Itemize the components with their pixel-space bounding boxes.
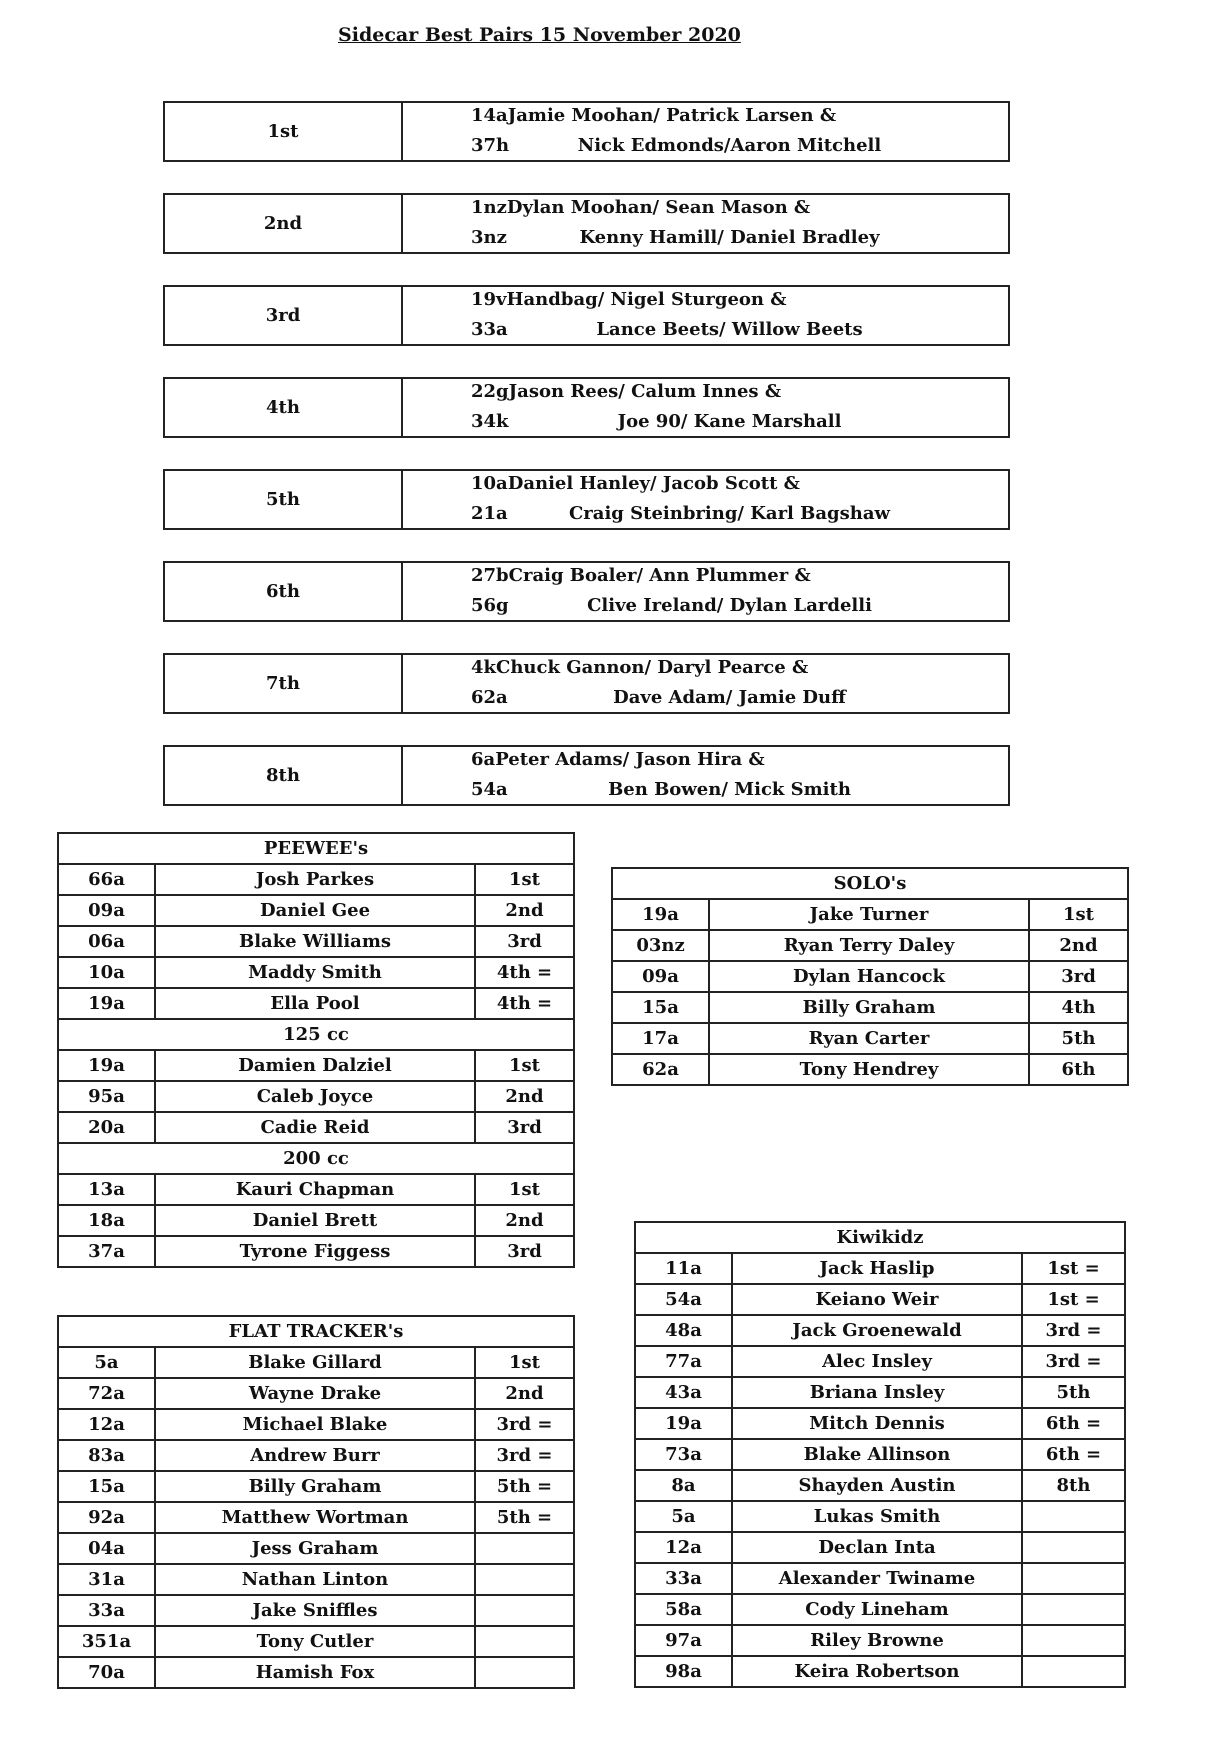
rider-position: 2nd bbox=[475, 1081, 574, 1112]
rider-number: 98a bbox=[635, 1656, 732, 1687]
rider-position: 6th bbox=[1029, 1054, 1128, 1085]
rider-name: Cadie Reid bbox=[155, 1112, 475, 1143]
pair-number-2: 3nz bbox=[471, 227, 507, 248]
rider-position: 3rd = bbox=[1022, 1315, 1125, 1346]
pair-names-2: Craig Steinbring/ Karl Bagshaw bbox=[568, 503, 890, 524]
rider-position: 3rd bbox=[475, 1236, 574, 1267]
rider-number: 92a bbox=[58, 1502, 155, 1533]
table-heading: FLAT TRACKER's bbox=[58, 1316, 574, 1347]
rider-name: Jake Turner bbox=[709, 899, 1029, 930]
rider-number: 04a bbox=[58, 1533, 155, 1564]
rider-position: 1st bbox=[475, 864, 574, 895]
rider-number: 19a bbox=[58, 988, 155, 1019]
table-row bbox=[612, 899, 1128, 930]
class-125cc-heading-row bbox=[58, 1019, 574, 1050]
table-row bbox=[58, 1657, 574, 1688]
pair-place: 2nd bbox=[165, 195, 403, 252]
pair-place: 6th bbox=[165, 563, 403, 620]
table-row bbox=[612, 961, 1128, 992]
rider-position bbox=[1022, 1594, 1125, 1625]
pair-line-1 bbox=[471, 197, 810, 218]
table-row bbox=[635, 1315, 1125, 1346]
rider-position: 2nd bbox=[1029, 930, 1128, 961]
sidecar-pair-row bbox=[163, 469, 1010, 530]
pair-number-2: 33a bbox=[471, 319, 508, 340]
rider-name: Billy Graham bbox=[709, 992, 1029, 1023]
pair-number-1: 4k bbox=[471, 657, 496, 678]
rider-name: Daniel Brett bbox=[155, 1205, 475, 1236]
table-row bbox=[58, 1378, 574, 1409]
rider-number: 54a bbox=[635, 1284, 732, 1315]
rider-name: Briana Insley bbox=[732, 1377, 1022, 1408]
pair-line-1 bbox=[471, 105, 836, 126]
pair-place: 3rd bbox=[165, 287, 403, 344]
pair-line-1 bbox=[471, 381, 781, 402]
table-row bbox=[612, 1054, 1128, 1085]
table-row bbox=[635, 1656, 1125, 1687]
rider-number: 37a bbox=[58, 1236, 155, 1267]
class-200cc-heading-row bbox=[58, 1143, 574, 1174]
rider-number: 18a bbox=[58, 1205, 155, 1236]
table-row bbox=[635, 1470, 1125, 1501]
pair-line-1 bbox=[471, 565, 811, 586]
table-row bbox=[635, 1408, 1125, 1439]
rider-number: 5a bbox=[635, 1501, 732, 1532]
table-row bbox=[612, 992, 1128, 1023]
pair-names-1: Dylan Moohan/ Sean Mason & bbox=[506, 197, 811, 218]
rider-position: 3rd bbox=[475, 926, 574, 957]
pair-number-1: 22g bbox=[471, 381, 509, 402]
table-row bbox=[635, 1532, 1125, 1563]
rider-name: Ryan Carter bbox=[709, 1023, 1029, 1054]
rider-name: Jess Graham bbox=[155, 1533, 475, 1564]
pair-number-2: 56g bbox=[471, 595, 509, 616]
rider-number: 19a bbox=[635, 1408, 732, 1439]
rider-name: Tony Cutler bbox=[155, 1626, 475, 1657]
pair-line-1 bbox=[471, 749, 765, 770]
rider-position bbox=[475, 1595, 574, 1626]
pair-names-2: Lance Beets/ Willow Beets bbox=[596, 319, 863, 340]
table-row bbox=[58, 1564, 574, 1595]
rider-number: 09a bbox=[58, 895, 155, 926]
table-row bbox=[58, 1205, 574, 1236]
pair-names-1: Craig Boaler/ Ann Plummer & bbox=[508, 565, 811, 586]
rider-position: 5th = bbox=[475, 1471, 574, 1502]
pair-line-1 bbox=[471, 289, 787, 310]
rider-number: 72a bbox=[58, 1378, 155, 1409]
rider-number: 19a bbox=[58, 1050, 155, 1081]
rider-position: 1st = bbox=[1022, 1253, 1125, 1284]
table-heading: PEEWEE's bbox=[58, 833, 574, 864]
rider-number: 10a bbox=[58, 957, 155, 988]
pair-number-1: 1nz bbox=[471, 197, 507, 218]
rider-name: Shayden Austin bbox=[732, 1470, 1022, 1501]
table-row bbox=[58, 1050, 574, 1081]
table-heading: SOLO's bbox=[612, 868, 1128, 899]
pair-names-2: Joe 90/ Kane Marshall bbox=[617, 411, 842, 432]
rider-position: 1st = bbox=[1022, 1284, 1125, 1315]
rider-number: 5a bbox=[58, 1347, 155, 1378]
rider-number: 58a bbox=[635, 1594, 732, 1625]
rider-number: 06a bbox=[58, 926, 155, 957]
page-title: Sidecar Best Pairs 15 November 2020 bbox=[338, 24, 741, 46]
rider-number: 12a bbox=[635, 1532, 732, 1563]
rider-position: 4th = bbox=[475, 988, 574, 1019]
flat-heading-row bbox=[58, 1316, 574, 1347]
rider-number: 20a bbox=[58, 1112, 155, 1143]
rider-position: 5th bbox=[1029, 1023, 1128, 1054]
pair-names-2: Dave Adam/ Jamie Duff bbox=[613, 687, 846, 708]
rider-name: Alexander Twiname bbox=[732, 1563, 1022, 1594]
table-row bbox=[58, 864, 574, 895]
sidecar-pairs-list bbox=[163, 101, 1010, 837]
flat-tracker-results-table bbox=[57, 1315, 575, 1689]
table-row bbox=[58, 1595, 574, 1626]
table-row bbox=[58, 1502, 574, 1533]
sidecar-pair-row bbox=[163, 193, 1010, 254]
rider-name: Dylan Hancock bbox=[709, 961, 1029, 992]
pair-names-1: Daniel Hanley/ Jacob Scott & bbox=[507, 473, 800, 494]
kiwikidz-heading-row bbox=[635, 1222, 1125, 1253]
rider-position bbox=[475, 1564, 574, 1595]
rider-name: Keiano Weir bbox=[732, 1284, 1022, 1315]
rider-number: 12a bbox=[58, 1409, 155, 1440]
rider-name: Caleb Joyce bbox=[155, 1081, 475, 1112]
pair-number-1: 14a bbox=[471, 105, 508, 126]
pair-place: 1st bbox=[165, 103, 403, 160]
rider-name: Matthew Wortman bbox=[155, 1502, 475, 1533]
table-row bbox=[612, 930, 1128, 961]
rider-position bbox=[1022, 1625, 1125, 1656]
rider-number: 15a bbox=[612, 992, 709, 1023]
table-row bbox=[612, 1023, 1128, 1054]
pair-number-2: 62a bbox=[471, 687, 508, 708]
rider-name: Andrew Burr bbox=[155, 1440, 475, 1471]
rider-number: 19a bbox=[612, 899, 709, 930]
sidecar-pair-row bbox=[163, 653, 1010, 714]
rider-number: 97a bbox=[635, 1625, 732, 1656]
rider-position bbox=[1022, 1532, 1125, 1563]
rider-position: 3rd = bbox=[1022, 1346, 1125, 1377]
table-row bbox=[58, 895, 574, 926]
rider-position: 1st bbox=[1029, 899, 1128, 930]
rider-number: 33a bbox=[635, 1563, 732, 1594]
rider-number: 83a bbox=[58, 1440, 155, 1471]
pair-names-2: Ben Bowen/ Mick Smith bbox=[608, 779, 851, 800]
sidecar-pair-row bbox=[163, 377, 1010, 438]
table-heading: 125 cc bbox=[58, 1019, 574, 1050]
rider-number: 13a bbox=[58, 1174, 155, 1205]
table-row bbox=[635, 1563, 1125, 1594]
rider-position: 1st bbox=[475, 1174, 574, 1205]
solo-results-table bbox=[611, 867, 1129, 1086]
rider-name: Jake Sniffles bbox=[155, 1595, 475, 1626]
rider-name: Jack Groenewald bbox=[732, 1315, 1022, 1346]
table-row bbox=[635, 1346, 1125, 1377]
pair-number-2: 37h bbox=[471, 135, 510, 156]
table-row bbox=[58, 1347, 574, 1378]
rider-number: 73a bbox=[635, 1439, 732, 1470]
pair-number-1: 27b bbox=[471, 565, 509, 586]
pair-line-1 bbox=[471, 473, 800, 494]
pair-names-2: Kenny Hamill/ Daniel Bradley bbox=[579, 227, 880, 248]
pair-place: 5th bbox=[165, 471, 403, 528]
rider-name: Daniel Gee bbox=[155, 895, 475, 926]
rider-name: Blake Williams bbox=[155, 926, 475, 957]
pair-names-1: Jason Rees/ Calum Innes & bbox=[508, 381, 782, 402]
table-row bbox=[635, 1594, 1125, 1625]
rider-number: 66a bbox=[58, 864, 155, 895]
rider-position: 2nd bbox=[475, 895, 574, 926]
rider-number: 48a bbox=[635, 1315, 732, 1346]
rider-name: Alec Insley bbox=[732, 1346, 1022, 1377]
table-row bbox=[635, 1253, 1125, 1284]
rider-name: Wayne Drake bbox=[155, 1378, 475, 1409]
rider-name: Billy Graham bbox=[155, 1471, 475, 1502]
pair-number-2: 34k bbox=[471, 411, 509, 432]
rider-position bbox=[1022, 1563, 1125, 1594]
solo-heading-row bbox=[612, 868, 1128, 899]
rider-name: Damien Dalziel bbox=[155, 1050, 475, 1081]
rider-number: 31a bbox=[58, 1564, 155, 1595]
rider-position: 4th = bbox=[475, 957, 574, 988]
rider-position: 3rd = bbox=[475, 1440, 574, 1471]
sidecar-pair-row bbox=[163, 101, 1010, 162]
rider-position: 5th bbox=[1022, 1377, 1125, 1408]
rider-name: Lukas Smith bbox=[732, 1501, 1022, 1532]
rider-number: 77a bbox=[635, 1346, 732, 1377]
rider-position: 1st bbox=[475, 1050, 574, 1081]
pair-number-2: 21a bbox=[471, 503, 508, 524]
rider-number: 15a bbox=[58, 1471, 155, 1502]
table-row bbox=[58, 1081, 574, 1112]
rider-number: 03nz bbox=[612, 930, 709, 961]
table-row bbox=[58, 1174, 574, 1205]
table-row bbox=[58, 1533, 574, 1564]
rider-position: 6th = bbox=[1022, 1408, 1125, 1439]
table-row bbox=[58, 1236, 574, 1267]
rider-name: Jack Haslip bbox=[732, 1253, 1022, 1284]
rider-name: Ryan Terry Daley bbox=[709, 930, 1029, 961]
rider-name: Blake Gillard bbox=[155, 1347, 475, 1378]
rider-number: 11a bbox=[635, 1253, 732, 1284]
rider-name: Mitch Dennis bbox=[732, 1408, 1022, 1439]
rider-name: Hamish Fox bbox=[155, 1657, 475, 1688]
rider-number: 43a bbox=[635, 1377, 732, 1408]
rider-name: Riley Browne bbox=[732, 1625, 1022, 1656]
pair-names-1: Handbag/ Nigel Sturgeon & bbox=[506, 289, 787, 310]
table-heading: Kiwikidz bbox=[635, 1222, 1125, 1253]
peewee-heading-row bbox=[58, 833, 574, 864]
rider-number: 17a bbox=[612, 1023, 709, 1054]
pair-number-1: 10a bbox=[471, 473, 508, 494]
rider-position bbox=[475, 1626, 574, 1657]
rider-position bbox=[475, 1657, 574, 1688]
table-row bbox=[58, 1409, 574, 1440]
table-heading: 200 cc bbox=[58, 1143, 574, 1174]
rider-position bbox=[475, 1533, 574, 1564]
rider-number: 70a bbox=[58, 1657, 155, 1688]
rider-number: 33a bbox=[58, 1595, 155, 1626]
rider-name: Cody Lineham bbox=[732, 1594, 1022, 1625]
pair-line-1 bbox=[471, 657, 808, 678]
rider-name: Blake Allinson bbox=[732, 1439, 1022, 1470]
rider-position: 3rd bbox=[475, 1112, 574, 1143]
sidecar-pair-row bbox=[163, 561, 1010, 622]
table-row bbox=[58, 926, 574, 957]
table-row bbox=[58, 1112, 574, 1143]
rider-name: Tyrone Figgess bbox=[155, 1236, 475, 1267]
rider-name: Josh Parkes bbox=[155, 864, 475, 895]
rider-position: 5th = bbox=[475, 1502, 574, 1533]
rider-number: 351a bbox=[58, 1626, 155, 1657]
sidecar-pair-row bbox=[163, 285, 1010, 346]
rider-number: 09a bbox=[612, 961, 709, 992]
table-row bbox=[635, 1439, 1125, 1470]
rider-name: Declan Inta bbox=[732, 1532, 1022, 1563]
pair-place: 7th bbox=[165, 655, 403, 712]
pair-names-1: Jamie Moohan/ Patrick Larsen & bbox=[507, 105, 837, 126]
table-row bbox=[635, 1501, 1125, 1532]
pair-names-1: Chuck Gannon/ Daryl Pearce & bbox=[496, 657, 809, 678]
rider-name: Kauri Chapman bbox=[155, 1174, 475, 1205]
pair-names-1: Peter Adams/ Jason Hira & bbox=[495, 749, 765, 770]
table-row bbox=[635, 1284, 1125, 1315]
rider-position: 4th bbox=[1029, 992, 1128, 1023]
rider-position: 6th = bbox=[1022, 1439, 1125, 1470]
pair-number-1: 6a bbox=[471, 749, 496, 770]
rider-position: 3rd = bbox=[475, 1409, 574, 1440]
rider-name: Nathan Linton bbox=[155, 1564, 475, 1595]
table-row bbox=[58, 988, 574, 1019]
table-row bbox=[58, 1471, 574, 1502]
table-row bbox=[635, 1625, 1125, 1656]
sidecar-pair-row bbox=[163, 745, 1010, 806]
pair-names-2: Nick Edmonds/Aaron Mitchell bbox=[577, 135, 882, 156]
rider-position: 3rd bbox=[1029, 961, 1128, 992]
rider-name: Tony Hendrey bbox=[709, 1054, 1029, 1085]
rider-position: 2nd bbox=[475, 1205, 574, 1236]
pair-number-2: 54a bbox=[471, 779, 508, 800]
pair-number-1: 19v bbox=[471, 289, 507, 310]
table-row bbox=[58, 1440, 574, 1471]
peewee-results-table bbox=[57, 832, 575, 1268]
rider-name: Michael Blake bbox=[155, 1409, 475, 1440]
rider-number: 95a bbox=[58, 1081, 155, 1112]
table-row bbox=[58, 1626, 574, 1657]
table-row bbox=[635, 1377, 1125, 1408]
rider-position bbox=[1022, 1501, 1125, 1532]
rider-name: Ella Pool bbox=[155, 988, 475, 1019]
rider-name: Maddy Smith bbox=[155, 957, 475, 988]
table-row bbox=[58, 957, 574, 988]
rider-position: 2nd bbox=[475, 1378, 574, 1409]
rider-position bbox=[1022, 1656, 1125, 1687]
rider-name: Keira Robertson bbox=[732, 1656, 1022, 1687]
rider-number: 8a bbox=[635, 1470, 732, 1501]
pair-place: 8th bbox=[165, 747, 403, 804]
pair-names-2: Clive Ireland/ Dylan Lardelli bbox=[587, 595, 872, 616]
rider-number: 62a bbox=[612, 1054, 709, 1085]
rider-position: 1st bbox=[475, 1347, 574, 1378]
rider-position: 8th bbox=[1022, 1470, 1125, 1501]
kiwikidz-results-table bbox=[634, 1221, 1126, 1688]
pair-place: 4th bbox=[165, 379, 403, 436]
